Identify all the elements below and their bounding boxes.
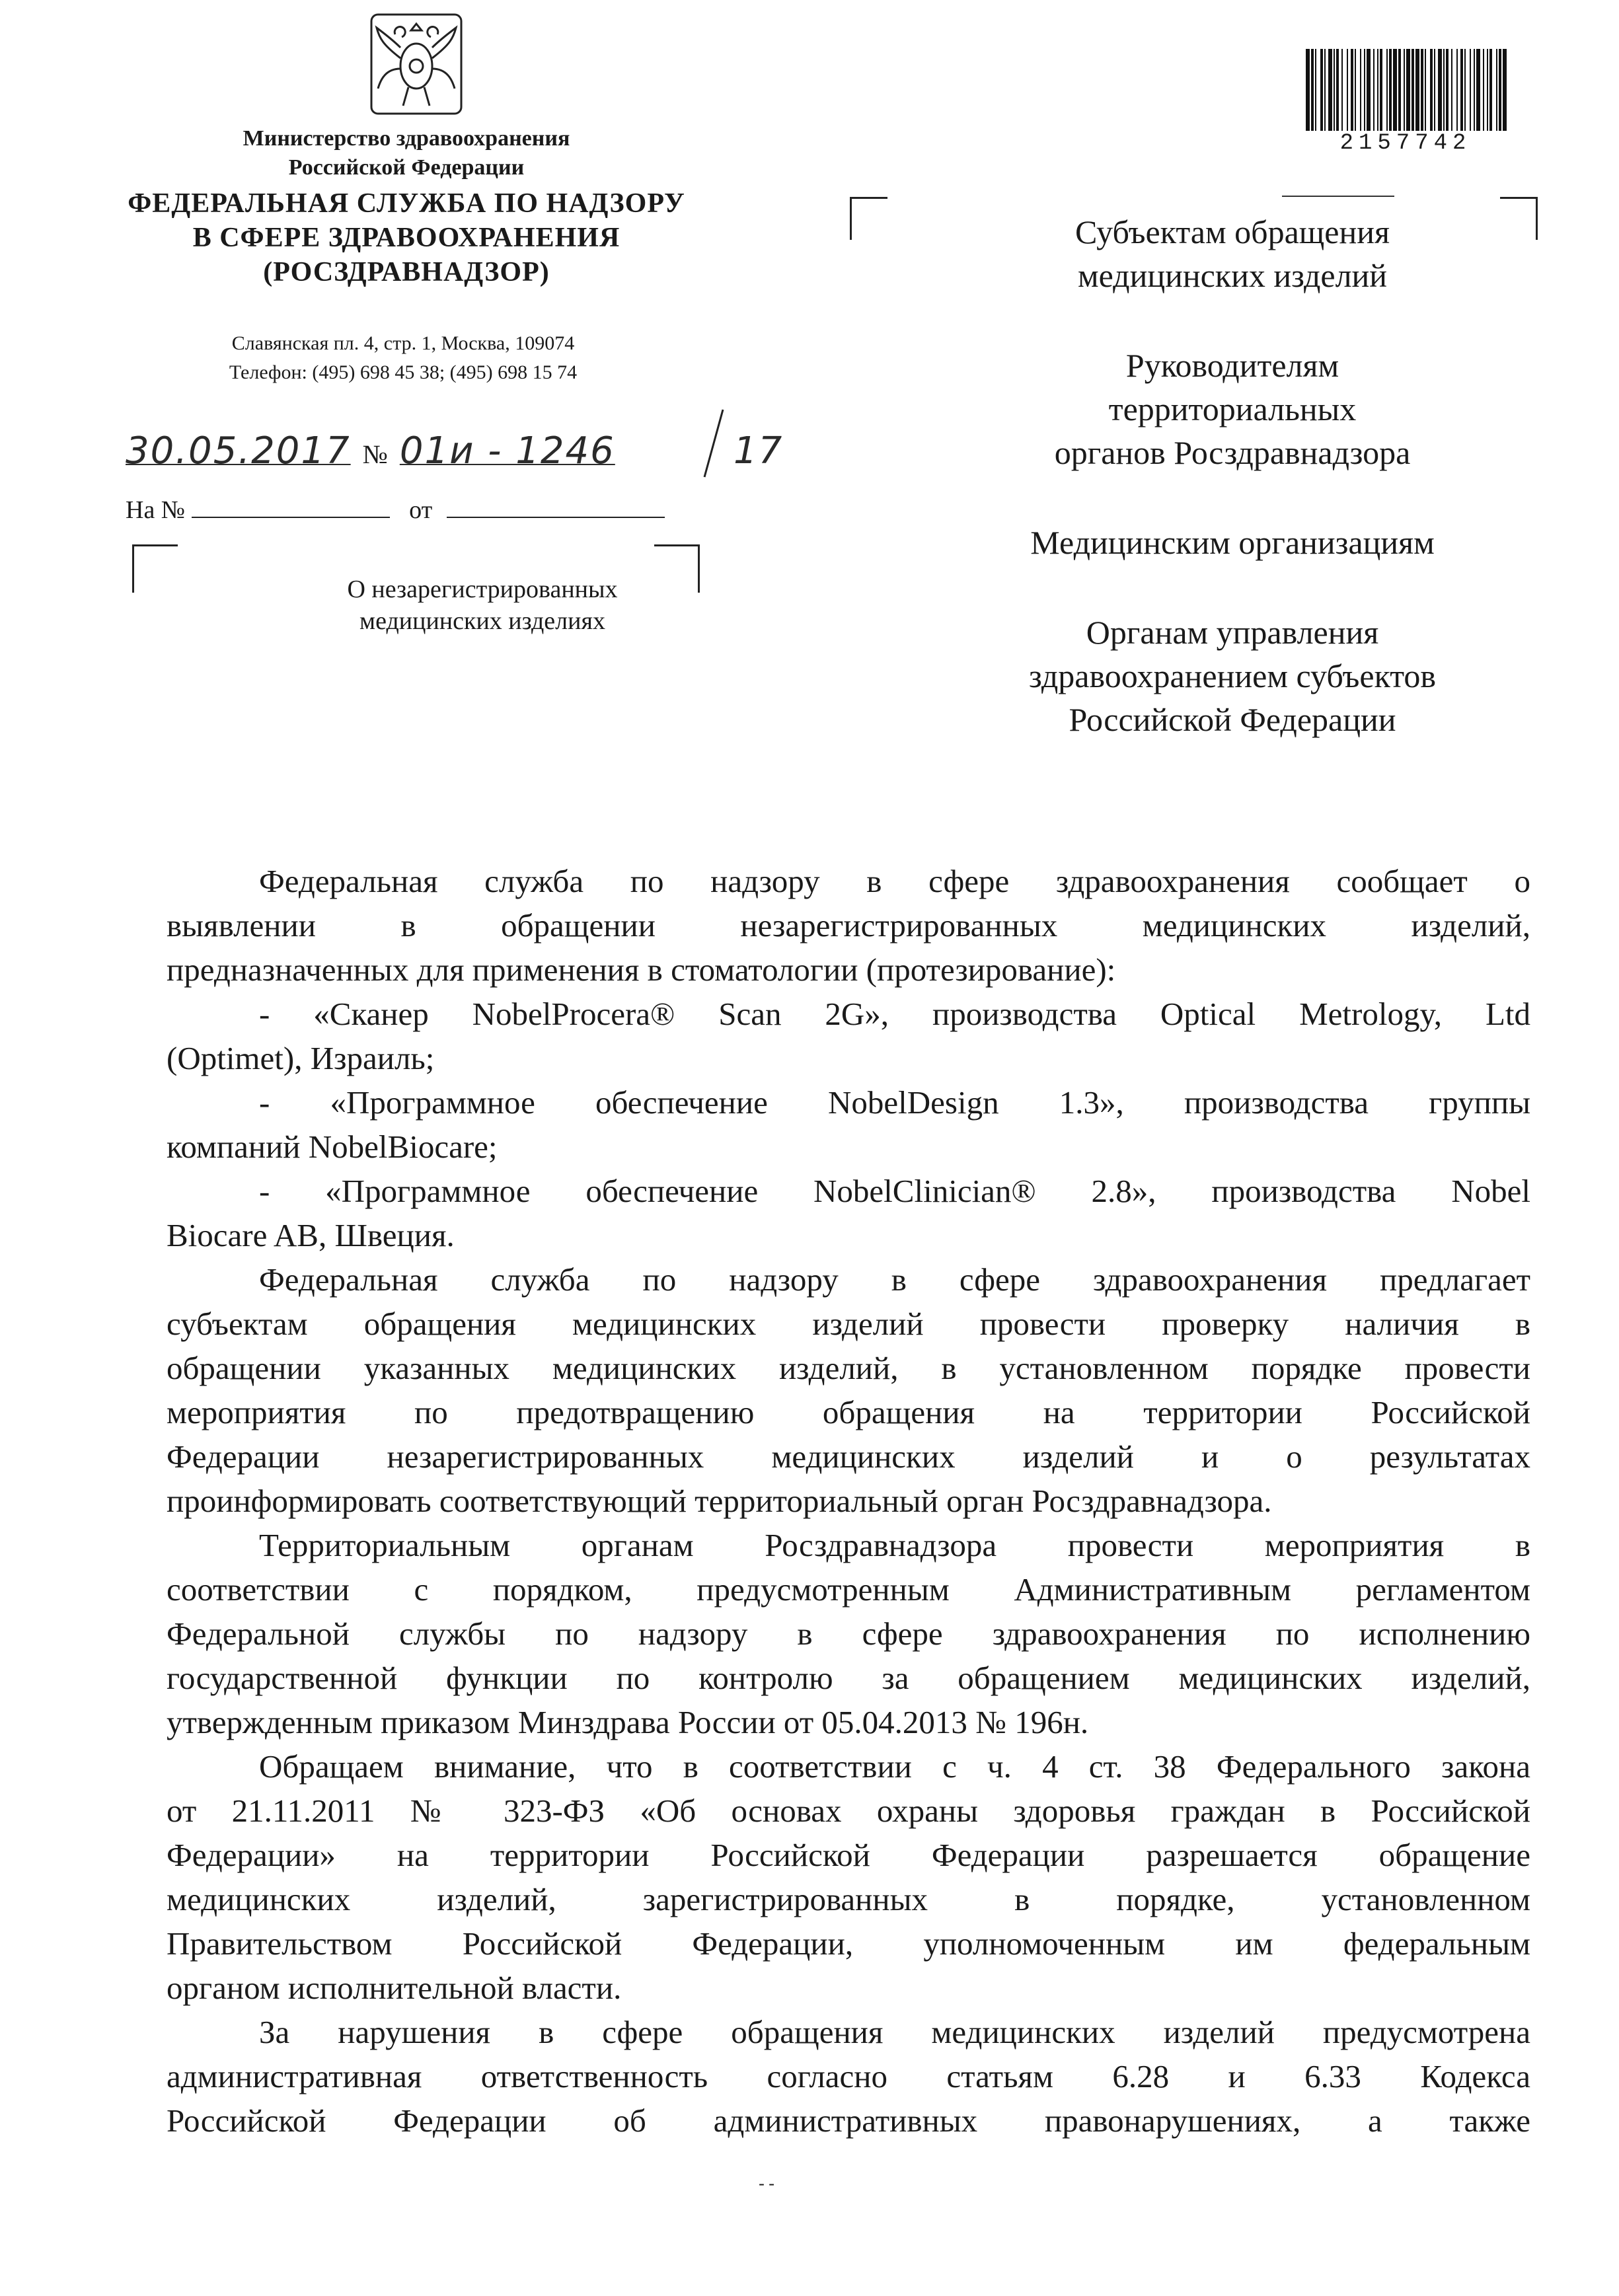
recipient-line: Органам управления [1086,614,1379,651]
bullet-item [167,1169,1530,1257]
barcode-number: 2157742 [1339,131,1472,156]
service-line: (РОСЗДРАВНАДЗОР) [263,257,550,287]
ministry-line: Российской Федерации [288,155,525,180]
page-mark: - - [759,2174,774,2193]
body-line: Biocare AB, Швеция. [167,1217,455,1253]
reference-number-label: На № [126,496,186,524]
body-line: органом исполнительной власти. [167,1970,622,2006]
body-line: Федеральная служба по надзору в сфере здравоохранения сообщает о [259,863,1530,899]
outgoing-number [126,429,852,489]
outgoing-date: 30.05.2017 [126,429,351,472]
body-line: компаний NobelBiocare; [167,1129,498,1165]
body-line: государственной функции по контролю за обращением медицинских изделий, [167,1660,1530,1696]
recipient-corner-left [850,197,887,240]
body-line: утвержденным приказом Минздрава России от 05.04.2013 № 196н. [167,1704,1089,1740]
paragraph [167,859,1530,992]
body-line: предназначенных для применения в стоматологии (протезирование): [167,951,1116,988]
barcode-icon [1303,49,1508,133]
paragraph [167,2010,1530,2143]
state-emblem [357,5,476,118]
body-line: обращении указанных медицинских изделий, в установленном порядке провести [167,1350,1530,1386]
body-line: Правительством Российской Федерации, уполномоченным им федеральным [167,1925,1530,1962]
body-line: медицинских изделий, зарегистрированных в порядке, установленном [167,1881,1530,1917]
reference-date-field [447,490,665,518]
body-line: Федеральной службы по надзору в сфере здравоохранения по исполнению [167,1615,1530,1652]
body-line: соответствии с порядком, предусмотренным Административным регламентом [167,1571,1530,1608]
bullet-item [167,1080,1530,1169]
address-line: Телефон: (495) 698 45 38; (495) 698 15 74 [229,361,578,383]
service-address [119,329,687,387]
recipient-group [919,611,1546,741]
recipient-line: органов Росздравнадзора [1054,434,1411,471]
outgoing-year: 17 [734,429,784,472]
recipient-line: здравоохранением субъектов [1028,657,1437,694]
recipient-group [919,344,1546,474]
reference-row [126,490,720,527]
body-line: проинформировать соответствующий территориальный орган Росздравнадзора. [167,1483,1272,1519]
recipient-line: Субъектам обращения [1075,213,1390,250]
service-line: В СФЕРЕ ЗДРАВООХРАНЕНИЯ [192,223,621,253]
body-line: мероприятия по предотвращению обращения на территории Российской [167,1394,1530,1430]
body-line: административная ответственность согласно статьям 6.28 и 6.33 Кодекса [167,2058,1530,2094]
body-line: (Optimet), Израиль; [167,1040,435,1076]
recipient-line: Руководителям [1125,347,1339,384]
reference-date-label: от [409,496,433,524]
body-line: - «Программное обеспечение NobelDesign 1.3», производства группы [259,1084,1530,1121]
letter-subject [264,574,700,637]
body-line: субъектам обращения медицинских изделий провести проверку наличия в [167,1306,1530,1342]
subject-line: О незарегистрированных [347,575,618,603]
recipient-line: территориальных [1108,390,1357,427]
address-line: Славянская пл. 4, стр. 1, Москва, 109074 [231,332,575,354]
ministry-name [145,124,667,182]
service-line: ФЕДЕРАЛЬНАЯ СЛУЖБА ПО НАДЗОРУ [128,188,685,219]
ministry-line: Министерство здравоохранения [243,126,570,151]
body-line: За нарушения в сфере обращения медицинских изделий предусмотрена [259,2014,1530,2050]
body-line: Территориальным органам Росздравнадзора провести мероприятия в [259,1527,1530,1563]
recipient-line: Медицинским организациям [1030,524,1435,561]
letter-body [167,859,1530,2143]
barcode [1303,49,1508,133]
recipient-group [919,521,1546,564]
subject-corner-left [132,544,178,593]
body-line: Федерации незарегистрированных медицинских изделий и о результатах [167,1438,1530,1475]
recipient-line: медицинских изделий [1077,257,1388,294]
paragraph [167,1523,1530,1744]
body-line: Федерации» на территории Российской Федерации разрешается обращение [167,1837,1530,1873]
bullet-item [167,992,1530,1080]
divider [1282,196,1394,197]
paragraph [167,1257,1530,1523]
body-line: выявлении в обращении незарегистрированных медицинских изделий, [167,907,1530,944]
number-sign: № [362,439,388,469]
eagle-emblem-icon [357,5,476,118]
body-line: Федеральная служба по надзору в сфере здравоохранения предлагает [259,1261,1530,1298]
recipient-group [919,210,1546,297]
service-name [99,186,714,289]
paragraph [167,1744,1530,2010]
reference-number-field [192,490,390,518]
body-line: от 21.11.2011 № 323-ФЗ «Об основах охраны здоровья граждан в Российской [167,1793,1530,1829]
body-line: - «Программное обеспечение NobelClinician® 2.8», производства Nobel [259,1173,1530,1209]
subject-line: медицинских изделиях [359,607,605,635]
body-line: - «Сканер NobelProcera® Scan 2G», производства Optical Metrology, Ltd [259,996,1530,1032]
slash-mark [700,407,727,480]
outgoing-number-value: 01и - 1246 [399,429,615,472]
body-line: Российской Федерации об административных правонарушениях, а также [167,2102,1530,2139]
body-line: Обращаем внимание, что в соответствии с ч. 4 ст. 38 Федерального закона [259,1748,1530,1785]
recipient-line: Российской Федерации [1069,701,1396,738]
recipients-block [919,210,1546,788]
